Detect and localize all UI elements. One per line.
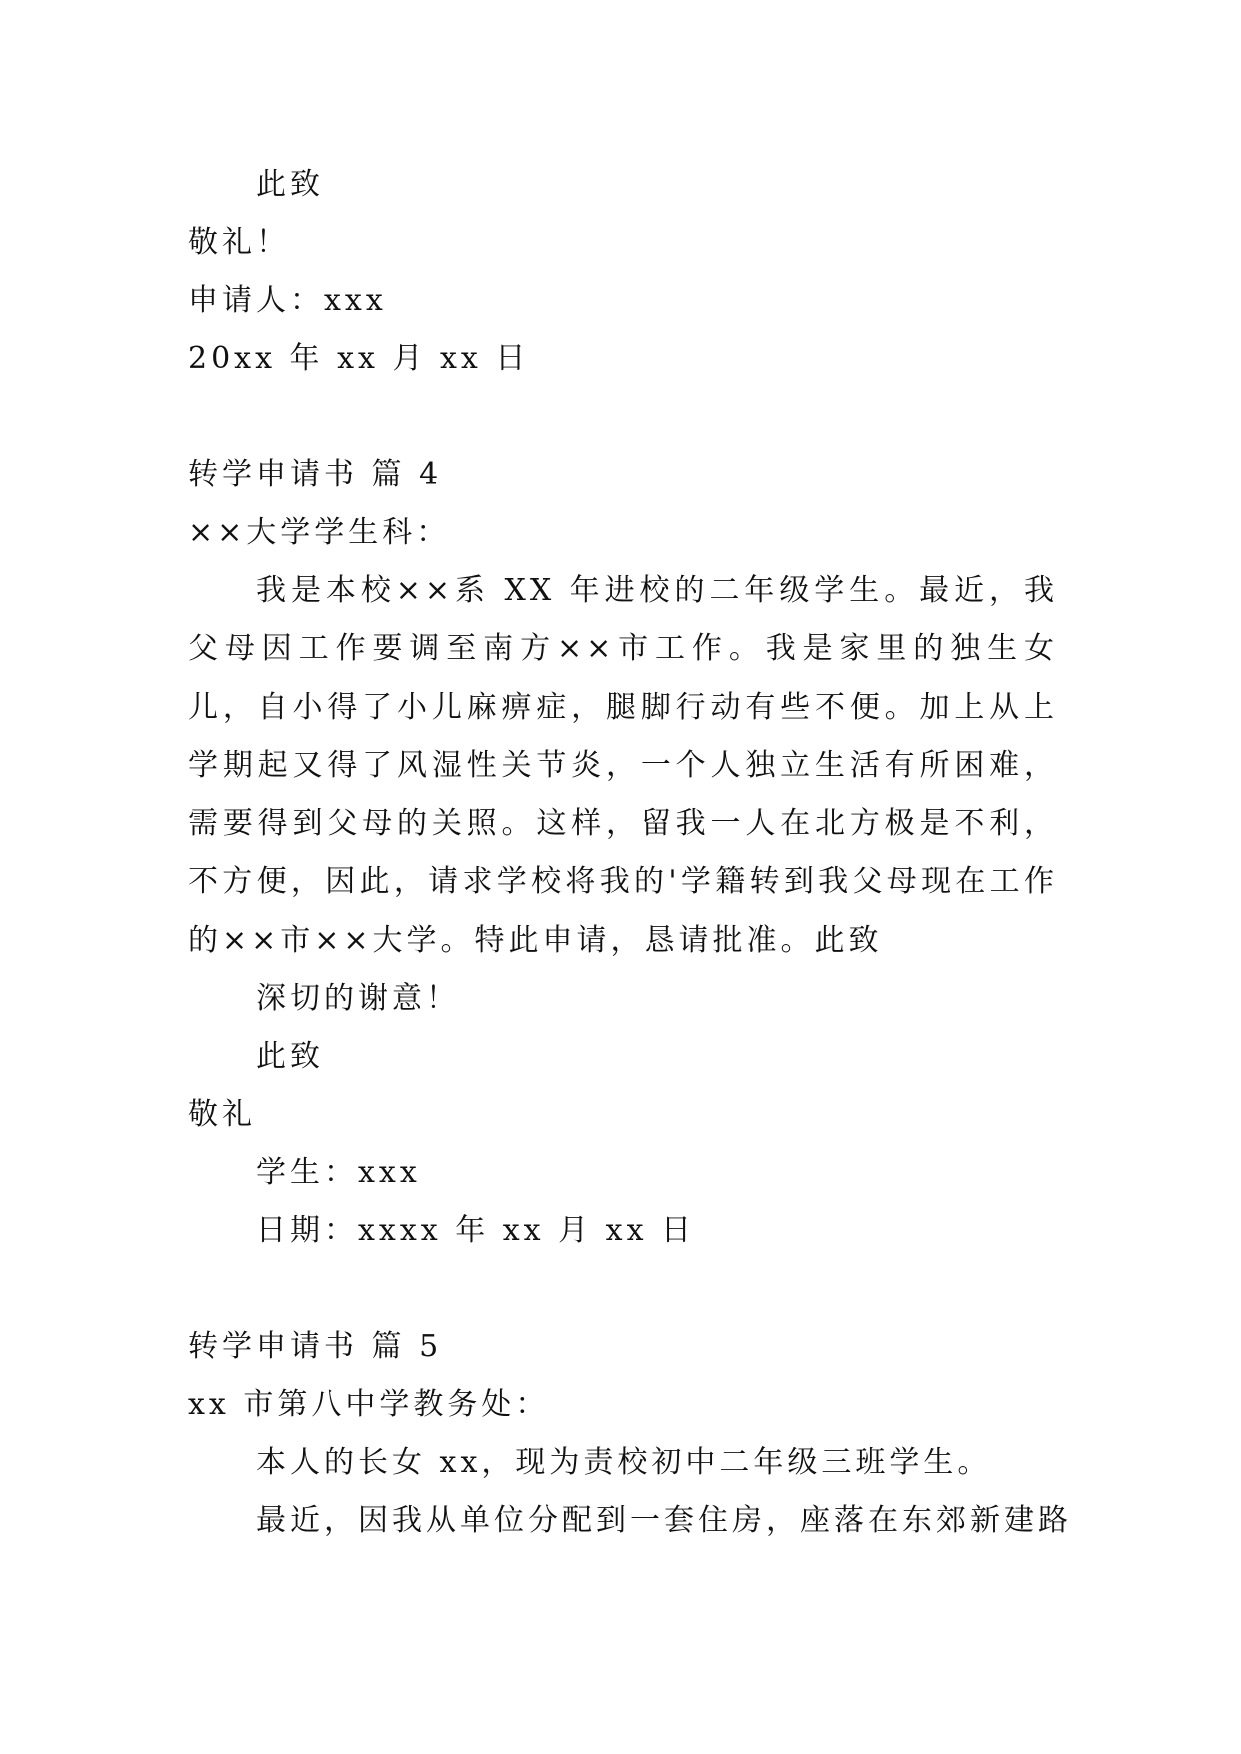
body-paragraph-5-1: 本人的长女 xx，现为责校初中二年级三班学生。 [256,1445,992,1481]
applicant-signature: 申请人：xxx [188,283,387,318]
date-line-4: 日期：xxxx 年 xx 月 xx 日 [256,1213,696,1249]
closing-ci-zhi: 此致 [256,167,324,202]
body-paragraph-5-2: 最近，因我从单位分配到一套住房，座落在东郊新建路 [256,1503,1072,1539]
section-gap [188,388,1058,446]
application-date: 20xx 年 xx 月 xx 日 [188,341,530,376]
section-gap [188,1260,1058,1318]
thanks-line: 深切的谢意！ [256,981,460,1017]
section-title-5: 转学申请书 篇 5 [188,1329,443,1365]
closing-jing-li-4: 敬礼 [188,1097,256,1133]
closing-ci-zhi-4: 此致 [256,1039,324,1075]
section-title-4: 转学申请书 篇 4 [188,457,443,492]
document-content [188,156,1072,1550]
recipient-5: xx 市第八中学教务处： [188,1387,550,1423]
body-paragraph-4: 我是本校××系 XX 年进校的二年级学生。最近，我父母因工作要调至南方××市工作。我是家里的独生女儿，自小得了小儿麻痹症，腿脚行动有些不便。加上从上学期起又得了风湿性关节炎，一个人独立生活有所困难，需要得到父母的关照。这样，留我一人在北方极是不利，不方便，因此，请求学校将我的'学籍转到我父母现在工作的××市××大学。特此申请，恳请批准。此致 [188,573,1058,958]
student-signature: 学生：xxx [256,1155,421,1191]
recipient-4: ××大学学生科： [188,515,451,550]
closing-jing-li: 敬礼！ [188,225,290,260]
